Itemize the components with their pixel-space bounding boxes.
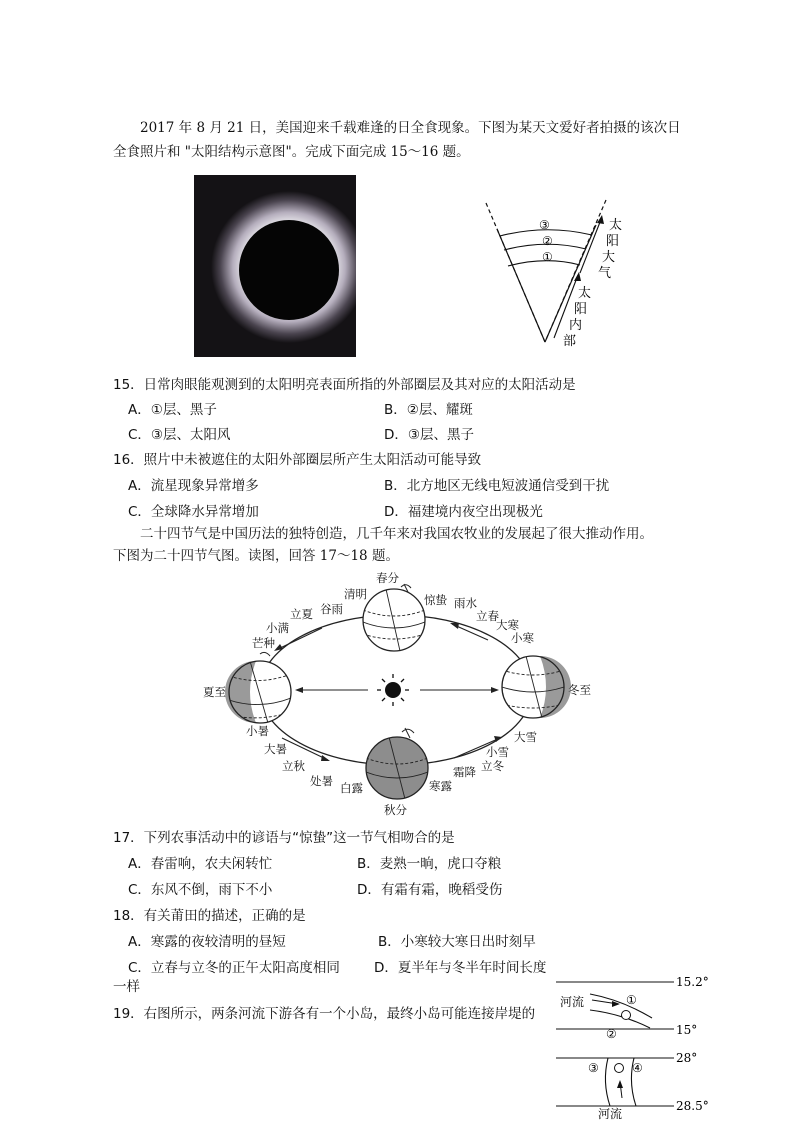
term-lidong: 立冬	[481, 759, 504, 773]
term-mangzhong: 芒种	[252, 636, 275, 650]
term-winter: 冬至	[568, 683, 591, 697]
atm-char-1: 太	[609, 218, 623, 233]
q17-option-c[interactable]: C．东风不倒，雨下不小	[128, 882, 273, 898]
int-char-3: 内	[569, 318, 583, 333]
atmosphere-arrow	[580, 217, 602, 273]
q17-option-d[interactable]: D．有霜有霜，晚稻受伤	[357, 882, 503, 898]
layer-label-1: ①	[542, 250, 553, 264]
atm-char-2: 阳	[606, 234, 620, 249]
term-dahan: 大寒	[496, 618, 519, 632]
layer-label-3: ③	[539, 218, 550, 232]
term-dashu: 大暑	[264, 742, 287, 756]
river-top-bank-lower	[590, 1010, 650, 1028]
q16-option-a[interactable]: A．流星现象异常增多	[128, 478, 259, 494]
q17-option-b[interactable]: B．麦熟一晌，虎口夺粮	[357, 856, 502, 872]
term-bailu: 白露	[340, 781, 363, 795]
globe-winter	[502, 656, 571, 718]
island-bottom	[615, 1064, 624, 1073]
orbit-arrow-bottom-left	[282, 738, 328, 760]
marker-4: ④	[632, 1061, 643, 1075]
term-xiaoxue: 小雪	[486, 745, 509, 759]
q18-option-d-continued: 一样	[113, 979, 140, 995]
q18-option-c[interactable]: C．立春与立冬的正午太阳高度相同	[128, 960, 340, 976]
solar-terms-diagram	[200, 570, 600, 818]
layer-label-2: ②	[542, 234, 553, 248]
q18-option-a[interactable]: A．寒露的夜较清明的昼短	[128, 934, 286, 950]
globe-spring	[363, 584, 425, 651]
q15-option-a[interactable]: A．①层、黑子	[128, 402, 217, 418]
question-18: 18．有关莆田的描述，正确的是	[113, 908, 306, 924]
term-xiaoman: 小满	[266, 621, 289, 635]
term-qingming: 清明	[344, 587, 367, 601]
q15-option-c[interactable]: C．③层、太阳风	[128, 427, 231, 443]
globe-autumn	[366, 728, 428, 799]
river-bottom-bank-left	[605, 1058, 610, 1106]
question-15: 15．日常肉眼能观测到的太阳明亮表面所指的外部圈层及其对应的太阳活动是	[113, 377, 576, 393]
question-19: 19．右图所示，两条河流下游各有一个小岛，最终小岛可能连接岸堤的	[113, 1006, 536, 1022]
intro-line-2: 全食照片和 "太阳结构示意图"。完成下面完成 15～16 题。	[113, 144, 470, 160]
term-jingzhe: 惊蛰	[424, 593, 447, 607]
question-16: 16．照片中未被遮住的太阳外部圈层所产生太阳活动可能导致	[113, 452, 482, 468]
q16-option-b[interactable]: B．北方地区无线电短波通信受到干扰	[384, 478, 610, 494]
int-char-4: 部	[563, 334, 577, 349]
int-char-1: 太	[578, 286, 592, 301]
q15-option-b[interactable]: B．②层、耀斑	[384, 402, 473, 418]
term-summer: 夏至	[203, 685, 226, 699]
q18-option-d[interactable]: D．夏半年与冬半年时间长度	[374, 960, 547, 976]
lat-label-15: 15°	[676, 1023, 698, 1037]
intro2-line-1: 二十四节气是中国历法的独特创造，几千年来对我国农牧业的发展起了很大推动作用。	[140, 526, 653, 542]
term-lixia: 立夏	[290, 607, 313, 621]
q17-option-a[interactable]: A．春雷响，农夫闲转忙	[128, 856, 273, 872]
intro-line-1: 2017 年 8 月 21 日，美国迎来千载难逢的日全食现象。下图为某天文爱好者拍摄的该次日	[140, 120, 681, 136]
term-shuangjiang: 霜降	[453, 765, 476, 779]
term-xiaoshu: 小暑	[246, 724, 269, 738]
intro2-line-2: 下图为二十四节气图。读图，回答 17～18 题。	[113, 548, 399, 564]
river-label-bottom: 河流	[598, 1107, 623, 1120]
sun-icon	[385, 682, 401, 698]
river-top-bank-upper	[590, 994, 652, 1018]
lat-label-15-2: 15.2°	[676, 975, 709, 989]
marker-1: ①	[626, 993, 637, 1007]
int-char-2: 阳	[574, 302, 588, 317]
sun-structure-diagram	[478, 195, 628, 350]
river-diagram	[552, 970, 718, 1120]
term-autumn: 秋分	[384, 803, 407, 817]
term-xiaohan: 小寒	[511, 631, 534, 645]
eclipse-photo	[194, 175, 356, 357]
q16-option-c[interactable]: C．全球降水异常增加	[128, 504, 259, 520]
term-guyu: 谷雨	[320, 602, 343, 616]
marker-3: ③	[588, 1061, 599, 1075]
river-label-top: 河流	[560, 995, 585, 1009]
globe-summer	[225, 652, 291, 723]
marker-2: ②	[606, 1027, 617, 1041]
term-spring: 春分	[376, 571, 399, 585]
lat-label-28-5: 28.5°	[676, 1099, 709, 1113]
orbit-arrow-bottom-left-head	[321, 755, 330, 761]
term-liqiu: 立秋	[282, 759, 305, 773]
q16-option-d[interactable]: D．福建境内夜空出现极光	[384, 504, 543, 520]
atm-char-4: 气	[598, 266, 612, 281]
term-chushu: 处暑	[310, 774, 333, 788]
lat-label-28: 28°	[676, 1051, 698, 1065]
island-top	[622, 1011, 631, 1020]
term-yushui: 雨水	[454, 596, 477, 610]
term-lichun: 立春	[476, 609, 499, 623]
orbit-arrow-top-right-head	[450, 623, 459, 629]
q15-option-d[interactable]: D．③层、黑子	[384, 427, 474, 443]
q18-option-b[interactable]: B．小寒较大寒日出时刻早	[378, 934, 536, 950]
question-17: 17．下列农事活动中的谚语与“惊蛰”这一节气相吻合的是	[113, 830, 455, 846]
term-hanlu: 寒露	[429, 779, 452, 793]
term-daxue: 大雪	[514, 730, 537, 744]
atm-char-3: 大	[602, 250, 616, 265]
